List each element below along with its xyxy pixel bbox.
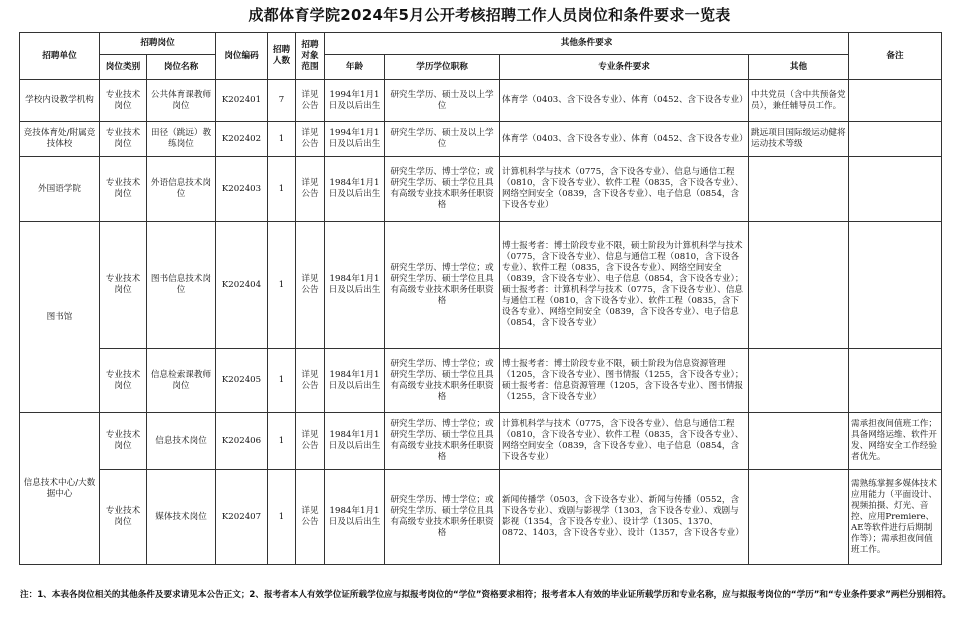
cell-code: K202407 <box>216 470 268 565</box>
cell-remarks <box>849 122 942 157</box>
cell-age: 1984年1月1日及以后出生 <box>325 157 385 222</box>
cell-other <box>749 157 849 222</box>
cell-type: 专业技术岗位 <box>100 122 147 157</box>
header-other: 其他 <box>749 55 849 80</box>
cell-unit: 外国语学院 <box>20 157 100 222</box>
cell-other: 中共党员（含中共预备党员），兼任辅导员工作。 <box>749 80 849 122</box>
cell-scope: 详见公告 <box>296 80 325 122</box>
table-row <box>20 222 942 349</box>
cell-type: 专业技术岗位 <box>100 470 147 565</box>
cell-type: 专业技术岗位 <box>100 413 147 470</box>
footnote: 注：1、本表各岗位相关的其他条件及要求请见本公告正文；2、报考者本人有效学位证所载学位应与拟报考岗位的“学位”资格要求相符；报考者本人有效的毕业证所载学历和专业名称，应与拟报考岗位的“学历”和“专业条件要求”两栏分别相符。 <box>20 590 952 600</box>
header-count: 招聘人数 <box>268 33 296 80</box>
cell-code: K202401 <box>216 80 268 122</box>
cell-other: 跳远项目国际级运动健将运动技术等级 <box>749 122 849 157</box>
table-row <box>20 157 942 222</box>
header-major: 专业条件要求 <box>500 55 749 80</box>
header-scope: 招聘对象范围 <box>296 33 325 80</box>
header-post-type: 岗位类别 <box>100 55 147 80</box>
cell-degree: 研究生学历、博士学位；或研究生学历、硕士学位且具有高级专业技术职务任职资格 <box>385 413 500 470</box>
cell-other <box>749 349 849 413</box>
cell-age: 1994年1月1日及以后出生 <box>325 80 385 122</box>
cell-scope: 详见公告 <box>296 222 325 349</box>
cell-type: 专业技术岗位 <box>100 157 147 222</box>
page-title: 成都体育学院2024年5月公开考核招聘工作人员岗位和条件要求一览表 <box>248 6 731 24</box>
cell-age: 1984年1月1日及以后出生 <box>325 222 385 349</box>
header-post-code: 岗位编码 <box>216 33 268 80</box>
cell-major: 体育学（0403、含下设各专业）、体育（0452、含下设各专业） <box>500 122 749 157</box>
cell-degree: 研究生学历、博士学位；或研究生学历、硕士学位且具有高级专业技术职务任职资格 <box>385 157 500 222</box>
cell-name: 媒体技术岗位 <box>147 470 216 565</box>
cell-remarks <box>849 80 942 122</box>
table-row <box>20 470 942 565</box>
cell-degree: 研究生学历、博士学位；或研究生学历、硕士学位且具有高级专业技术职务任职资格 <box>385 222 500 349</box>
cell-count: 1 <box>268 122 296 157</box>
cell-other <box>749 470 849 565</box>
cell-unit: 学校内设教学机构 <box>20 80 100 122</box>
cell-name: 外语信息技术岗位 <box>147 157 216 222</box>
cell-degree: 研究生学历、博士学位；或研究生学历、硕士学位且具有高级专业技术职务任职资格 <box>385 470 500 565</box>
cell-count: 1 <box>268 157 296 222</box>
cell-major: 计算机科学与技术（0775，含下设各专业）、信息与通信工程（0810，含下设各专业）、软件工程（0835，含下设各专业）、网络空间安全（0839，含下设各专业）、电子信息（0854，含下设各专业） <box>500 413 749 470</box>
cell-remarks <box>849 222 942 349</box>
cell-count: 1 <box>268 413 296 470</box>
header-remarks: 备注 <box>849 33 942 80</box>
cell-age: 1994年1月1日及以后出生 <box>325 122 385 157</box>
header-post-name: 岗位名称 <box>147 55 216 80</box>
cell-scope: 详见公告 <box>296 122 325 157</box>
cell-major: 博士报考者：博士阶段专业不限，硕士阶段为计算机科学与技术（0775，含下设各专业）、信息与通信工程（0810，含下设各专业）、软件工程（0835，含下设各专业）、网络空间安全（0839，含下设各专业）、电子信息（0854，含下设各专业）； 硕士报考者：计算机科学与技术（0775，含下设各专业）、信息与通信工程（0810，含下设各专业）、软件工程（0835，含下设各专业）、网络空间安全（0839，含下设各专业）、电子信息（0854，含下设各专业） <box>500 222 749 349</box>
cell-degree: 研究生学历、硕士及以上学位 <box>385 80 500 122</box>
cell-name: 田径（跳远）教练岗位 <box>147 122 216 157</box>
cell-type: 专业技术岗位 <box>100 222 147 349</box>
cell-count: 7 <box>268 80 296 122</box>
table-row <box>20 122 942 157</box>
header-unit: 招聘单位 <box>20 33 100 80</box>
cell-major: 计算机科学与技术（0775，含下设各专业）、信息与通信工程（0810，含下设各专业）、软件工程（0835，含下设各专业）、网络空间安全（0839，含下设各专业）、电子信息（0854，含下设各专业） <box>500 157 749 222</box>
cell-name: 信息检索课教师岗位 <box>147 349 216 413</box>
cell-major: 博士报考者：博士阶段专业不限，硕士阶段为信息资源管理（1205，含下设各专业）、图书情报（1255，含下设各专业）； 硕士报考者：信息资源管理（1205，含下设各专业）、图书情报（1255，含下设各专业） <box>500 349 749 413</box>
cell-count: 1 <box>268 470 296 565</box>
cell-other <box>749 222 849 349</box>
cell-type: 专业技术岗位 <box>100 349 147 413</box>
cell-degree: 研究生学历、硕士及以上学位 <box>385 122 500 157</box>
cell-remarks <box>849 349 942 413</box>
cell-name: 信息技术岗位 <box>147 413 216 470</box>
header-post-group: 招聘岗位 <box>100 33 216 55</box>
cell-code: K202405 <box>216 349 268 413</box>
cell-count: 1 <box>268 349 296 413</box>
cell-major: 体育学（0403、含下设各专业）、体育（0452、含下设各专业） <box>500 80 749 122</box>
table-row <box>20 80 942 122</box>
cell-scope: 详见公告 <box>296 470 325 565</box>
cell-code: K202404 <box>216 222 268 349</box>
cell-code: K202406 <box>216 413 268 470</box>
cell-scope: 详见公告 <box>296 157 325 222</box>
cell-other <box>749 413 849 470</box>
cell-remarks <box>849 157 942 222</box>
cell-unit: 信息技术中心/大数据中心 <box>20 413 100 565</box>
cell-type: 专业技术岗位 <box>100 80 147 122</box>
cell-name: 公共体育课教师岗位 <box>147 80 216 122</box>
cell-age: 1984年1月1日及以后出生 <box>325 349 385 413</box>
cell-unit: 竞技体育处/附属竞技体校 <box>20 122 100 157</box>
cell-count: 1 <box>268 222 296 349</box>
cell-remarks: 需熟练掌握多媒体技术应用能力（平面设计、视频拍摄、灯光、音控、应用Premiere、AE等软件进行后期制作等）；需承担夜间值班工作。 <box>849 470 942 565</box>
cell-remarks: 需承担夜间值班工作；具备网络运维、软件开发、网络安全工作经验者优先。 <box>849 413 942 470</box>
header-degree: 学历学位职称 <box>385 55 500 80</box>
cell-age: 1984年1月1日及以后出生 <box>325 470 385 565</box>
cell-unit: 图书馆 <box>20 222 100 413</box>
cell-age: 1984年1月1日及以后出生 <box>325 413 385 470</box>
table-row <box>20 349 942 413</box>
cell-degree: 研究生学历、博士学位；或研究生学历、硕士学位且具有高级专业技术职务任职资格 <box>385 349 500 413</box>
cell-name: 图书信息技术岗位 <box>147 222 216 349</box>
cell-major: 新闻传播学（0503，含下设各专业）、新闻与传播（0552，含下设各专业）、戏剧与影视学（1303，含下设各专业）、戏剧与影视（1354，含下设各专业）、设计学（1305、1370、0872、1403，含下设各专业）、设计（1357，含下设各专业） <box>500 470 749 565</box>
cell-code: K202402 <box>216 122 268 157</box>
cell-scope: 详见公告 <box>296 413 325 470</box>
cell-code: K202403 <box>216 157 268 222</box>
header-other-group: 其他条件要求 <box>325 33 849 55</box>
recruitment-table <box>19 32 942 565</box>
cell-scope: 详见公告 <box>296 349 325 413</box>
table-row <box>20 413 942 470</box>
header-age: 年龄 <box>325 55 385 80</box>
